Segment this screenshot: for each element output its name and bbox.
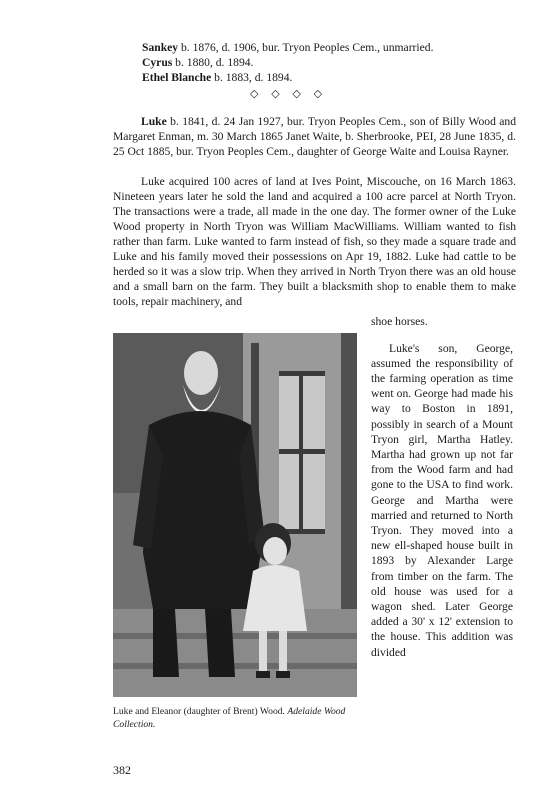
luke-name: Luke [141,115,167,128]
photo-luke-and-eleanor [113,333,357,697]
land-paragraph-end: shoe horses. [371,315,428,328]
caption-text: Luke and Eleanor (daughter of Brent) Wood. [113,706,288,717]
entry-text: b. 1876, d. 1906, bur. Tryon Peoples Cem., unmarried. [178,41,434,54]
entry-ethel-blanche [142,70,292,85]
photo-caption [113,705,358,731]
entry-name: Sankey [142,41,179,54]
luke-paragraph [113,114,516,159]
entry-name: Ethel Blanche [142,71,212,84]
george-paragraph: Luke's son, George, assumed the responsibility of the farming operation as time went on. George had made his way to Boston in 1891, possibly in search of a Mount Tryon girl, Martha Hatley. Martha had grown up not far from the Wood farm and had gone to the USA to find work. George and Martha were married and returned to North Tryon. They moved into a new ell-shaped house built in 1893 by Alexander Large from timber on the farm. The old house was used for a wagon shed. Later George added a 30' x 12' extension to the house. This addition was divided [371,341,513,659]
luke-text: b. 1841, d. 24 Jan 1927, bur. Tryon Peoples Cem., son of Billy Wood and Margaret Enman, m. 30 March 1865 Janet Waite, b. Sherbrooke, PEI, 28 June 1835, d. 25 Oct 1885, bur. Tryon Peoples Cem., daughter of George Waite and Louisa Rayner. [113,115,516,158]
caption-credit: Adelaide Wood Collection. [113,706,346,730]
entry-cyrus [142,55,253,70]
section-ornament: ◇ ◇ ◇ ◇ [250,88,328,100]
entry-text: b. 1880, d. 1894. [172,56,254,69]
land-paragraph: Luke acquired 100 acres of land at Ives Point, Miscouche, on 16 March 1863. Nineteen years later he sold the land and acquired a 100 acre parcel at North Tryon. The transactions were a trade, all made in the one day. The former owner of the Luke Wood property in North Tryon was William MacWilliams. William wanted to fish rather than farm. Luke wanted to farm instead of fish, so they made a square trade and Luke and his family moved their possessions on Apr 19, 1882. Luke had cattle to be herded so it was a slow trip. When they arrived in North Tryon there was an old house and a small barn on the farm. They built a blacksmith shop to enable them to make tools, repair machinery, and [113,175,516,308]
entry-name: Cyrus [142,56,173,69]
entry-text: b. 1883, d. 1894. [211,71,293,84]
page-number: 382 [113,763,131,777]
photo-image [113,333,357,697]
entry-sankey [142,40,433,55]
